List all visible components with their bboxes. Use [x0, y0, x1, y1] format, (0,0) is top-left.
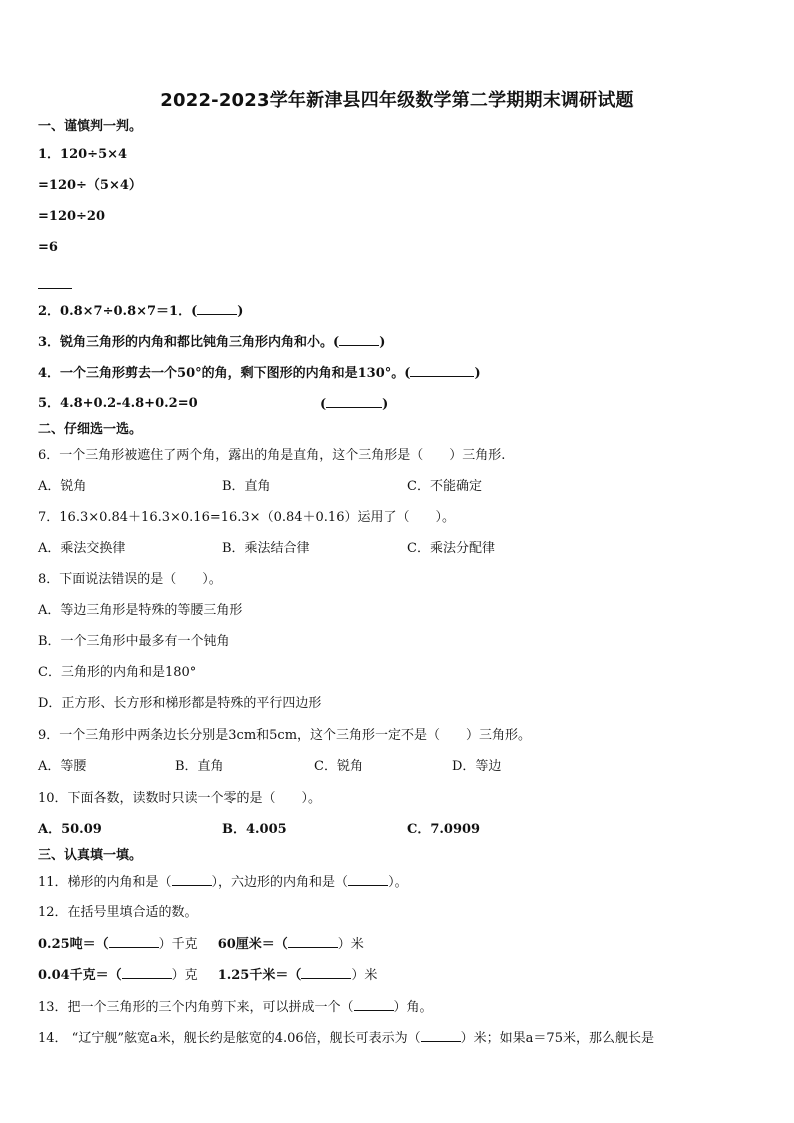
- q7-option-c[interactable]: C．乘法分配律: [407, 541, 495, 556]
- question-2: 2．0.8×7÷0.8×7＝1．( ): [38, 304, 244, 319]
- question-14: 14． “辽宁舰”舷宽a米，舰长约是舷宽的4.06倍，舰长可表示为（ ）米；如果a＝75米，那么舰长是: [38, 1031, 654, 1046]
- question-5: 5．4.8+0.2-4.8+0.2=0: [38, 396, 198, 411]
- q9-option-b[interactable]: B．直角: [175, 759, 224, 774]
- q10-option-c[interactable]: C．7.0909: [407, 822, 481, 837]
- page-title: 2022-2023学年新津县四年级数学第二学期期末调研试题: [160, 90, 634, 111]
- question-6: 6．一个三角形被遮住了两个角，露出的角是直角，这个三角形是（ ）三角形.: [38, 448, 506, 463]
- question-7: 7．16.3×0.84＋16.3×0.16=16.3×（0.84＋0.16）运用了（ ）。: [38, 510, 455, 525]
- answer-blank[interactable]: [354, 998, 394, 1011]
- question-12: 12．在括号里填合适的数。: [38, 905, 198, 920]
- q10-option-b[interactable]: B．4.005: [222, 822, 287, 837]
- question-9: 9．一个三角形中两条边长分别是3cm和5cm，这个三角形一定不是（ ）三角形。: [38, 728, 532, 743]
- question-1-line-3: =120÷20: [38, 209, 106, 224]
- answer-blank[interactable]: [326, 395, 382, 408]
- q8-option-c[interactable]: C．三角形的内角和是180°: [38, 665, 197, 680]
- section-1-heading: 一、谨慎判一判。: [38, 119, 143, 134]
- q9-option-c[interactable]: C．锐角: [314, 759, 363, 774]
- answer-blank[interactable]: [172, 873, 212, 886]
- q7-option-a[interactable]: A．乘法交换律: [38, 541, 126, 556]
- q6-option-a[interactable]: A．锐角: [38, 479, 87, 494]
- question-10: 10．下面各数，读数时只读一个零的是（ ）。: [38, 791, 322, 806]
- answer-blank[interactable]: [122, 966, 172, 979]
- answer-line[interactable]: [38, 288, 72, 289]
- question-8: 8．下面说法错误的是（ ）。: [38, 572, 222, 587]
- answer-blank[interactable]: [301, 966, 351, 979]
- question-1-line-2: =120÷（5×4）: [38, 178, 142, 193]
- q8-option-b[interactable]: B．一个三角形中最多有一个钝角: [38, 634, 230, 649]
- section-2-heading: 二、仔细选一选。: [38, 422, 143, 437]
- q9-option-d[interactable]: D．等边: [452, 759, 502, 774]
- question-13: 13．把一个三角形的三个内角剪下来，可以拼成一个（ ）角。: [38, 1000, 433, 1015]
- q6-option-b[interactable]: B．直角: [222, 479, 271, 494]
- question-3: 3．锐角三角形的内角和都比钝角三角形内角和小。( ): [38, 335, 386, 350]
- answer-blank[interactable]: [348, 873, 388, 886]
- answer-blank[interactable]: [109, 935, 159, 948]
- question-1-line-1: 1．120÷5×4: [38, 147, 128, 162]
- q9-option-a[interactable]: A．等腰: [38, 759, 87, 774]
- q7-option-b[interactable]: B．乘法结合律: [222, 541, 310, 556]
- answer-blank[interactable]: [410, 364, 474, 377]
- q10-option-a[interactable]: A．50.09: [38, 822, 102, 837]
- question-1-line-4: =6: [38, 240, 58, 255]
- question-12-row-2: 0.04千克＝（ ）克 1.25千米＝（ ）米: [38, 968, 378, 983]
- q8-option-d[interactable]: D．正方形、长方形和梯形都是特殊的平行四边形: [38, 696, 322, 711]
- q6-option-c[interactable]: C．不能确定: [407, 479, 482, 494]
- answer-blank[interactable]: [288, 935, 338, 948]
- question-4: 4．一个三角形剪去一个50°的角，剩下图形的内角和是130°。( ): [38, 366, 481, 381]
- q8-option-a[interactable]: A．等边三角形是特殊的等腰三角形: [38, 603, 243, 618]
- question-5-answer: ( ): [320, 397, 389, 412]
- answer-blank[interactable]: [339, 333, 379, 346]
- question-11: 11．梯形的内角和是（ ），六边形的内角和是（ ）。: [38, 875, 408, 890]
- section-3-heading: 三、认真填一填。: [38, 848, 143, 863]
- question-12-row-1: 0.25吨＝（ ）千克 60厘米＝（ ）米: [38, 937, 364, 952]
- answer-blank[interactable]: [421, 1029, 461, 1042]
- answer-blank[interactable]: [197, 302, 237, 315]
